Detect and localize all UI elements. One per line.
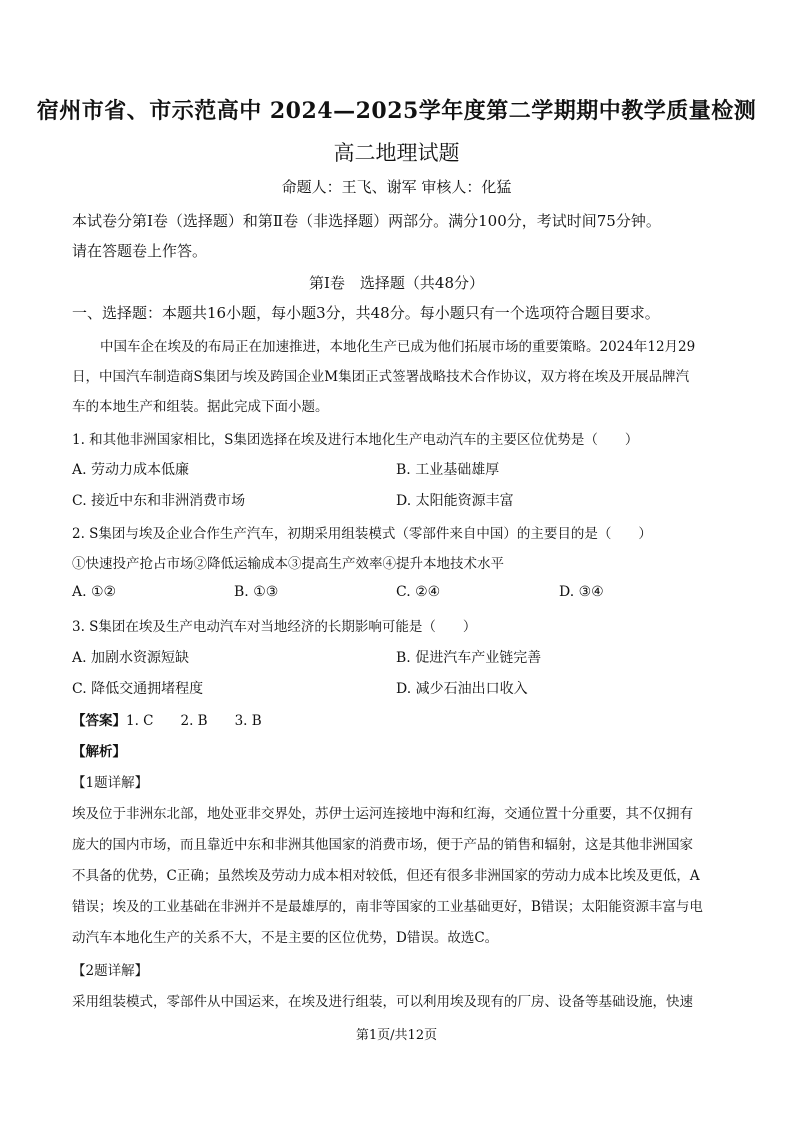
q3-option-d: D. 减少石油出口收入: [396, 681, 528, 697]
q2-option-c: C. ②④: [396, 584, 441, 600]
question-3-stem: 3. S集团在埃及生产电动汽车对当地经济的长期影响可能是（ ）: [72, 619, 477, 635]
detail-1-line-4: 错误；埃及的工业基础在非洲并不是最雄厚的，南非等国家的工业基础更好，B错误；太阳能资源丰富与电: [72, 899, 703, 915]
passage-line-2: 日，中国汽车制造商S集团与埃及跨国企业M集团正式签署战略技术合作协议，双方将在埃及开展品牌汽: [72, 369, 690, 385]
detail-2-line-1: 采用组装模式，零部件从中国运来，在埃及进行组装，可以利用埃及现有的厂房、设备等基础设施，快速: [72, 994, 693, 1010]
detail-1-line-2: 庞大的国内市场，而且靠近中东和非洲其他国家的消费市场，便于产品的销售和辐射，这是其他非洲国家: [72, 837, 693, 853]
q2-option-d: D. ③④: [559, 584, 604, 600]
q1-option-b: B. 工业基础雄厚: [396, 462, 500, 478]
exam-subtitle: 高二地理试题: [333, 141, 460, 165]
authors-line: 命题人：王飞、谢军 审核人：化猛: [281, 178, 512, 196]
exam-title: 宿州市省、市示范高中 2024—2025学年度第二学期期中教学质量检测: [36, 98, 757, 124]
intro-line-2: 请在答题卷上作答。: [72, 242, 208, 260]
q2-option-b: B. ①③: [234, 584, 279, 600]
q1-option-a: A. 劳动力成本低廉: [72, 462, 190, 478]
detail-1-line-5: 动汽车本地化生产的关系不大，不是主要的区位优势，D错误。故选C。: [72, 930, 499, 946]
question-2-substem: ①快速投产抢占市场②降低运输成本③提高生产效率④提升本地技术水平: [72, 556, 504, 572]
question-2-stem: 2. S集团与埃及企业合作生产汽车，初期采用组装模式（零部件来自中国）的主要目的是（ ）: [72, 526, 652, 542]
page-number: 第1页/共12页: [355, 1028, 438, 1043]
intro-line-1: 本试卷分第Ⅰ卷（选择题）和第Ⅱ卷（非选择题）两部分。满分100分，考试时间75分钟。: [72, 212, 661, 230]
answer-line: [72, 709, 732, 729]
detail-1-label: 【1题详解】: [72, 775, 149, 791]
detail-1-line-1: 埃及位于非洲东北部，地处亚非交界处，苏伊士运河连接地中海和红海，交通位置十分重要，其不仅拥有: [72, 806, 693, 822]
q1-option-d: D. 太阳能资源丰富: [396, 493, 514, 509]
section-heading: 第Ⅰ卷 选择题（共48分）: [308, 274, 484, 292]
question-1-stem: 1. 和其他非洲国家相比，S集团选择在埃及进行本地化生产电动汽车的主要区位优势是（ ）: [72, 432, 639, 448]
q3-option-a: A. 加剧水资源短缺: [72, 650, 190, 666]
passage-line-3: 车的本地生产和组装。据此完成下面小题。: [72, 399, 329, 415]
answer-values: 1. C 2. B 3. B: [126, 713, 262, 729]
q3-option-c: C. 降低交通拥堵程度: [72, 681, 204, 697]
detail-1-line-3: 不具备的优势，C正确；虽然埃及劳动力成本相对较低，但还有很多非洲国家的劳动力成本比埃及更低，A: [72, 868, 700, 884]
section-instruction: 一、选择题：本题共16小题，每小题3分，共48分。每小题只有一个选项符合题目要求。: [72, 304, 660, 322]
passage-line-1: 中国车企在埃及的布局正在加速推进，本地化生产已成为他们拓展市场的重要策略。2024年12月29: [100, 339, 696, 355]
detail-2-label: 【2题详解】: [72, 963, 149, 979]
q2-option-a: A. ①②: [72, 584, 117, 600]
analysis-label: 【解析】: [72, 744, 126, 760]
q3-option-b: B. 促进汽车产业链完善: [396, 650, 542, 666]
answer-label: 【答案】: [72, 713, 126, 729]
q1-option-c: C. 接近中东和非洲消费市场: [72, 493, 246, 509]
